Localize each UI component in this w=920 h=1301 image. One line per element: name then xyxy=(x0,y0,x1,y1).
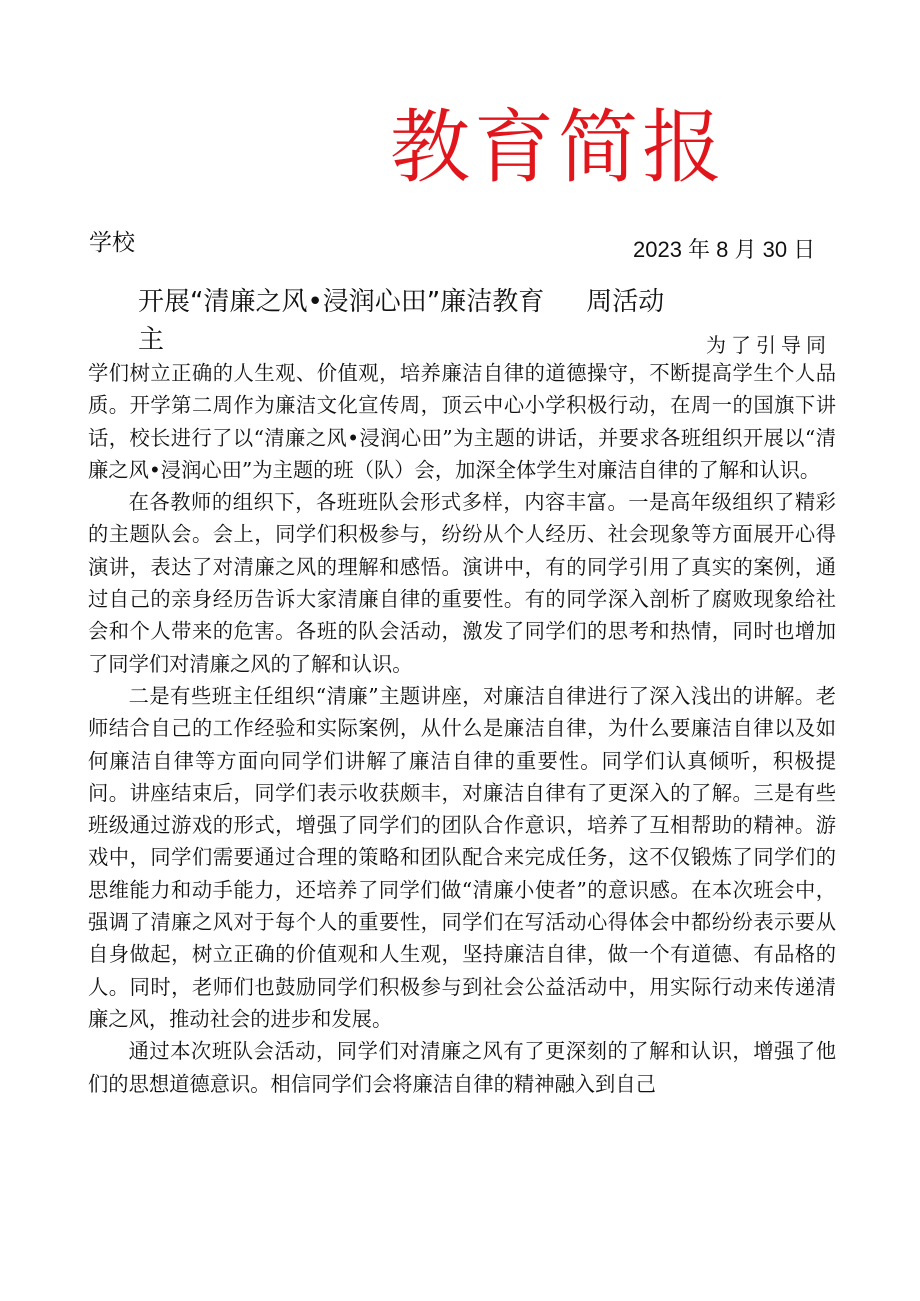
article-title-line-2: 主 xyxy=(138,325,165,355)
article-title-part-2: 周活动 xyxy=(586,287,665,317)
issue-date: 2023 年 8 月 30 日 xyxy=(633,237,816,262)
article-title xyxy=(138,283,788,359)
paragraph-3: 二是有些班主任组织“清廉”主题讲座，对廉洁自律进行了深入浅出的讲解。老师结合自己的工作经验和实际案例，从什么是廉洁自律，为什么要廉洁自律以及如何廉洁自律等方面向同学们讲解了廉洁自律的重要性。同学们认真倾听，积极提问。讲座结束后，同学们表示收获颇丰，对廉洁自律有了更深入的了解。三是有些班级通过游戏的形式，增强了同学们的团队合作意识，培养了互相帮助的精神。游戏中，同学们需要通过合理的策略和团队配合来完成任务，这不仅锻炼了同学们的思维能力和动手能力，还培养了同学们做“清廉小使者”的意识感。在本次班会中，强调了清廉之风对于每个人的重要性，同学们在写活动心得体会中都纷纷表示要从自身做起，树立正确的价值观和人生观，坚持廉洁自律，做一个有道德、有品格的人。同时，老师们也鼓励同学们积极参与到社会公益活动中，用实际行动来传递清廉之风，推动社会的进步和发展。 xyxy=(88,683,836,1031)
paragraph-4: 通过本次班队会活动，同学们对清廉之风有了更深刻的了解和认识，增强了他们的思想道德意识。相信同学们会将廉洁自律的精神融入到自己 xyxy=(88,1039,836,1096)
lead-text: 为了引导同 xyxy=(706,333,831,357)
article-title-line-1 xyxy=(138,283,788,321)
paragraph-1: 学们树立正确的人生观、价值观，培养廉洁自律的道德操守，不断提高学生个人品质。开学第二周作为廉洁文化宣传周，顶云中心小学积极行动，在周一的国旗下讲话，校长进行了以“清廉之风•浸润心田”为主题的讲话，并要求各班组织开展以“清廉之风•浸润心田”为主题的班（队）会，加深全体学生对廉洁自律的了解和认识。 xyxy=(88,361,836,482)
article-title-part-1: 开展“清廉之风•浸润心田”廉洁教育 xyxy=(138,287,545,317)
masthead-title: 教育简报 xyxy=(390,101,726,194)
article-body xyxy=(88,357,836,1100)
school-label: 学校 xyxy=(89,230,135,256)
paragraph-2: 在各教师的组织下，各班班队会形式多样，内容丰富。一是高年级组织了精彩的主题队会。会上，同学们积极参与，纷纷从个人经历、社会现象等方面展开心得演讲，表达了对清廉之风的理解和感悟。演讲中，有的同学引用了真实的案例，通过自己的亲身经历告诉大家清廉自律的重要性。有的同学深入剖析了腐败现象给社会和个人带来的危害。各班的队会活动，激发了同学们的思考和热情，同时也增加了同学们对清廉之风的了解和认识。 xyxy=(88,490,836,676)
